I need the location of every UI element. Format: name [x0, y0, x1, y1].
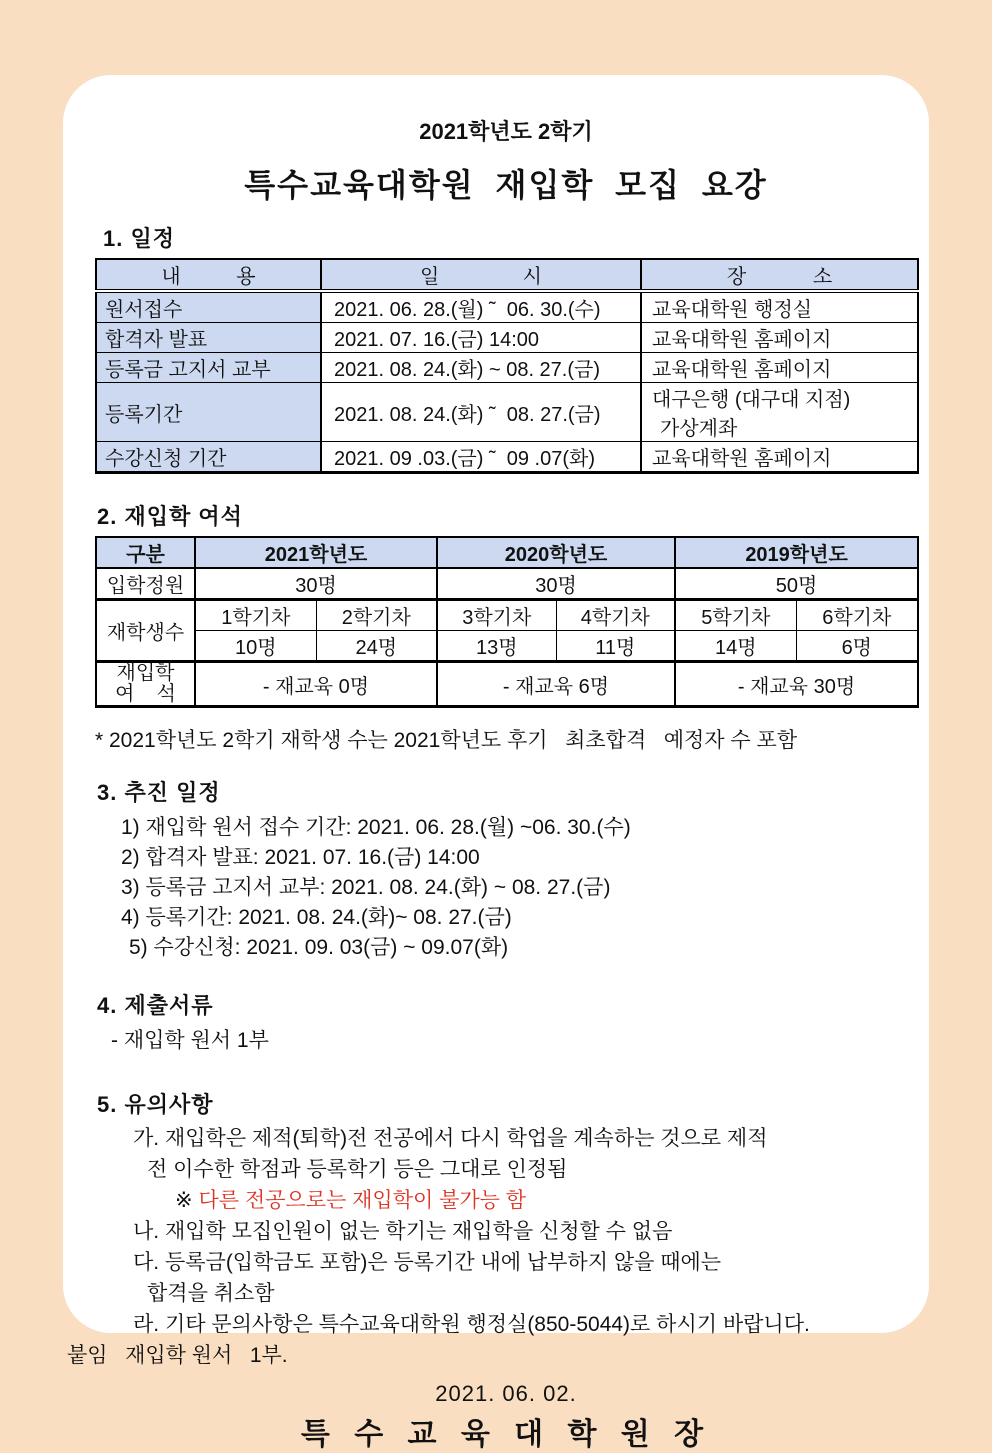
document-title: 특수교육대학원 재입학 모집 요강 [244, 167, 768, 203]
plan-item: 5) 수강신청: 2021. 09. 03(금) ~ 09.07(화) [129, 936, 509, 959]
schedule-row-application [96, 291, 918, 323]
vacancy-label-line-2: 여 석 [115, 683, 176, 705]
section-1-heading: 1. 일정 [103, 226, 175, 251]
table-cell: 50명 [675, 568, 918, 600]
schedule-row-bill [96, 353, 918, 383]
table-cell: 수강신청 기간 [96, 442, 321, 473]
note-warning [175, 1185, 917, 1216]
plan-item: 1) 재입학 원서 접수 기간: 2021. 06. 28.(월) ~06. 30.(수) [121, 816, 631, 839]
table-cell: 3학기차 [437, 600, 556, 631]
schedule-col-datetime: 일 시 [321, 259, 641, 291]
vacancy-header-row [96, 537, 918, 568]
signer-title: 특 수 교 육 대 학 원 장 [300, 1418, 712, 1451]
note-ga-line-1: 가. 재입학은 제적(퇴학)전 전공에서 다시 학업을 계속하는 것으로 제적 [133, 1127, 768, 1150]
table-cell [641, 383, 918, 442]
attachment-line: 붙임 재입학 원서 1부. [67, 1344, 288, 1367]
vacancy-semester-count-row [96, 631, 918, 662]
table-cell: 등록금 고지서 교부 [96, 353, 321, 383]
table-cell: 교육대학원 행정실 [641, 291, 918, 323]
table-cell: 6명 [796, 631, 918, 662]
vacancy-quota-row [96, 568, 918, 600]
place-line-1: 대구은행 (대구대 지점) [652, 389, 851, 411]
table-cell: 14명 [675, 631, 796, 662]
quota-label: 입학정원 [96, 568, 195, 600]
note-da-line-1: 다. 등록금(입학금도 포함)은 등록기간 내에 납부하지 않을 때에는 [133, 1251, 722, 1274]
table-cell: 등록기간 [96, 383, 321, 442]
required-document-item: - 재입학 원서 1부 [111, 1029, 269, 1052]
issue-date: 2021. 06. 02. [435, 1381, 577, 1406]
table-cell: 5학기차 [675, 600, 796, 631]
schedule-table [95, 258, 919, 474]
table-cell: - 재교육 0명 [195, 662, 437, 707]
section-2-heading: 2. 재입학 여석 [97, 504, 243, 529]
table-cell: 교육대학원 홈페이지 [641, 353, 918, 383]
table-cell: 1학기차 [195, 600, 316, 631]
notes-list [67, 1123, 917, 1371]
table-cell: - 재교육 30명 [675, 662, 918, 707]
table-cell: 2학기차 [316, 600, 437, 631]
table-cell: 2021. 06. 28.(월) ˜ 06. 30.(수) [321, 291, 641, 323]
plan-list [121, 813, 917, 963]
schedule-col-place: 장 소 [641, 259, 918, 291]
table-cell: 2021. 08. 24.(화) ˜ 08. 27.(금) [321, 383, 641, 442]
section-4-heading: 4. 제출서류 [97, 993, 214, 1018]
table-cell: 교육대학원 홈페이지 [641, 323, 918, 353]
table-cell: 2021. 09 .03.(금) ˜ 09 .07(화) [321, 442, 641, 473]
table-cell: 4학기차 [556, 600, 675, 631]
note-na: 나. 재입학 모집인원이 없는 학기는 재입학을 신청할 수 없음 [133, 1220, 673, 1243]
vacancy-seats-row [96, 662, 918, 707]
table-cell: 30명 [437, 568, 675, 600]
note-ga-line-2: 전 이수한 학점과 등록학기 등은 그대로 인정됨 [147, 1158, 568, 1181]
plan-item: 3) 등록금 고지서 교부: 2021. 08. 24.(화) ~ 08. 27.(금) [121, 876, 611, 899]
schedule-row-registration [96, 383, 918, 442]
schedule-row-announcement [96, 323, 918, 353]
section-5-heading: 5. 유의사항 [97, 1092, 214, 1117]
table-cell: 13명 [437, 631, 556, 662]
table-cell: 6학기차 [796, 600, 918, 631]
table-cell: 2021. 07. 16.(금) 14:00 [321, 323, 641, 353]
schedule-header-row [96, 259, 918, 291]
table-cell: - 재교육 6명 [437, 662, 675, 707]
note-ra: 라. 기타 문의사항은 특수교육대학원 행정실(850-5044)로 하시기 바랍니다. [133, 1313, 810, 1336]
plan-item: 4) 등록기간: 2021. 08. 24.(화)~ 08. 27.(금) [121, 906, 512, 929]
table-cell: 11명 [556, 631, 675, 662]
warning-text: 다른 전공으로는 재입학이 불가능 함 [198, 1189, 527, 1212]
vacancy-col-year-2020: 2020학년도 [437, 537, 675, 568]
table-cell: 24명 [316, 631, 437, 662]
place-line-2: 가상계좌 [660, 418, 738, 440]
table-cell: 2021. 08. 24.(화) ~ 08. 27.(금) [321, 353, 641, 383]
table-cell: 합격자 발표 [96, 323, 321, 353]
vacancy-footnote: * 2021학년도 2학기 재학생 수는 2021학년도 후기 최초합격 예정자 수 포함 [95, 729, 798, 752]
note-da-line-2: 합격을 취소함 [147, 1282, 275, 1305]
plan-item: 2) 합격자 발표: 2021. 07. 16.(금) 14:00 [121, 846, 480, 869]
table-cell: 원서접수 [96, 291, 321, 323]
vacancy-col-category: 구분 [96, 537, 195, 568]
vacancy-label-line-1: 재입학 [116, 662, 175, 684]
vacancy-col-year-2021: 2021학년도 [195, 537, 437, 568]
schedule-row-course-enrollment [96, 442, 918, 473]
enrolled-label: 재학생수 [96, 600, 195, 662]
table-cell: 10명 [195, 631, 316, 662]
warning-mark: ※ [175, 1189, 193, 1212]
vacancy-col-year-2019: 2019학년도 [675, 537, 918, 568]
section-3-heading: 3. 추진 일정 [97, 780, 221, 805]
document-content [67, 75, 917, 1453]
table-cell: 교육대학원 홈페이지 [641, 442, 918, 473]
schedule-col-content: 내 용 [96, 259, 321, 291]
vacancy-label [96, 662, 195, 707]
vacancy-semester-header-row [96, 600, 918, 631]
table-cell: 30명 [195, 568, 437, 600]
document-subtitle: 2021학년도 2학기 [419, 119, 593, 144]
vacancy-table [95, 536, 919, 708]
